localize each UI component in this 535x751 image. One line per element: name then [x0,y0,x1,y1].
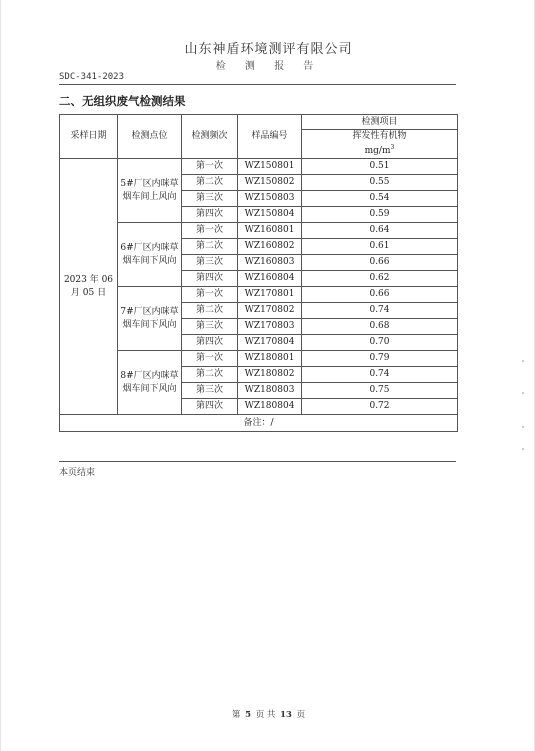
header-location: 检测点位 [118,115,182,159]
value-cell: 0.74 [302,303,458,319]
remark-row [60,415,458,432]
report-subtitle: 检 测 报 告 [215,61,322,72]
sample-id-cell: WZ180802 [238,367,302,383]
value-cell: 0.59 [302,207,458,223]
footer-page-number: 5 [245,710,251,720]
header-unit-base: mg/m [364,146,391,156]
header-date: 采样日期 [60,115,118,159]
frequency-cell: 第一次 [182,223,238,239]
location-cell: 6#厂区内咪草烟车间下风向 [118,223,182,287]
table-row [60,159,458,175]
remark-cell: 备注：/ [60,415,458,432]
footer-mid: 页 共 [255,710,276,720]
frequency-cell: 第二次 [182,303,238,319]
frequency-cell: 第四次 [182,335,238,351]
footer-suffix: 页 [296,710,306,720]
company-name: 山东神盾环境测评有限公司 [184,42,353,57]
end-rule [59,461,456,462]
value-cell: 0.79 [302,351,458,367]
sample-id-cell: WZ170802 [238,303,302,319]
sample-id-cell: WZ160802 [238,239,302,255]
value-cell: 0.61 [302,239,458,255]
header-parameter [302,130,458,159]
location-cell: 5#厂区内咪草烟车间上风向 [118,159,182,223]
sample-id-cell: WZ160801 [238,223,302,239]
header-unit-exponent: 3 [390,144,395,151]
header-parameter-name: 挥发性有机物 [352,131,407,141]
value-cell: 0.66 [302,287,458,303]
seam-mark [522,426,524,428]
header-frequency: 检测频次 [182,115,238,159]
frequency-cell: 第三次 [182,319,238,335]
footer-prefix: 第 [231,710,241,720]
frequency-cell: 第二次 [182,175,238,191]
sample-id-cell: WZ170803 [238,319,302,335]
sample-id-cell: WZ160804 [238,271,302,287]
header-rule [59,84,456,85]
frequency-cell: 第二次 [182,367,238,383]
sample-id-cell: WZ180801 [238,351,302,367]
frequency-cell: 第三次 [182,383,238,399]
value-cell: 0.74 [302,367,458,383]
sample-id-cell: WZ160803 [238,255,302,271]
sample-id-cell: WZ170801 [238,287,302,303]
frequency-cell: 第四次 [182,271,238,287]
value-cell: 0.54 [302,191,458,207]
location-cell: 8#厂区内咪草烟车间下风向 [118,351,182,415]
header-unit [302,142,457,157]
table-row [60,223,458,239]
frequency-cell: 第一次 [182,287,238,303]
sample-id-cell: WZ180804 [238,399,302,415]
location-cell: 7#厂区内咪草烟车间下风向 [118,287,182,351]
value-cell: 0.51 [302,159,458,175]
frequency-cell: 第一次 [182,351,238,367]
page-end-note: 本页结束 [59,468,96,478]
section-title: 二、无组织废气检测结果 [59,94,186,108]
frequency-cell: 第四次 [182,207,238,223]
page-footer [1,708,535,720]
seam-mark [522,448,524,450]
value-cell: 0.68 [302,319,458,335]
seam-mark [522,392,524,394]
sample-id-cell: WZ150801 [238,159,302,175]
value-cell: 0.72 [302,399,458,415]
value-cell: 0.66 [302,255,458,271]
document-code: SDC-341-2023 [59,72,125,82]
sample-id-cell: WZ150802 [238,175,302,191]
value-cell: 0.70 [302,335,458,351]
frequency-cell: 第二次 [182,239,238,255]
sample-id-cell: WZ150804 [238,207,302,223]
value-cell: 0.55 [302,175,458,191]
frequency-cell: 第一次 [182,159,238,175]
footer-total-pages: 13 [280,710,292,720]
frequency-cell: 第四次 [182,399,238,415]
sample-id-cell: WZ180803 [238,383,302,399]
value-cell: 0.62 [302,271,458,287]
results-table [59,114,458,432]
table-row [60,287,458,303]
header-item-group: 检测项目 [302,115,458,130]
header-sample-id: 样品编号 [238,115,302,159]
sample-id-cell: WZ150803 [238,191,302,207]
frequency-cell: 第三次 [182,191,238,207]
table-row [60,351,458,367]
value-cell: 0.75 [302,383,458,399]
sampling-date-cell: 2023 年 06 月 05 日 [60,159,118,415]
sample-id-cell: WZ170804 [238,335,302,351]
frequency-cell: 第三次 [182,255,238,271]
value-cell: 0.64 [302,223,458,239]
seam-mark [522,360,524,362]
